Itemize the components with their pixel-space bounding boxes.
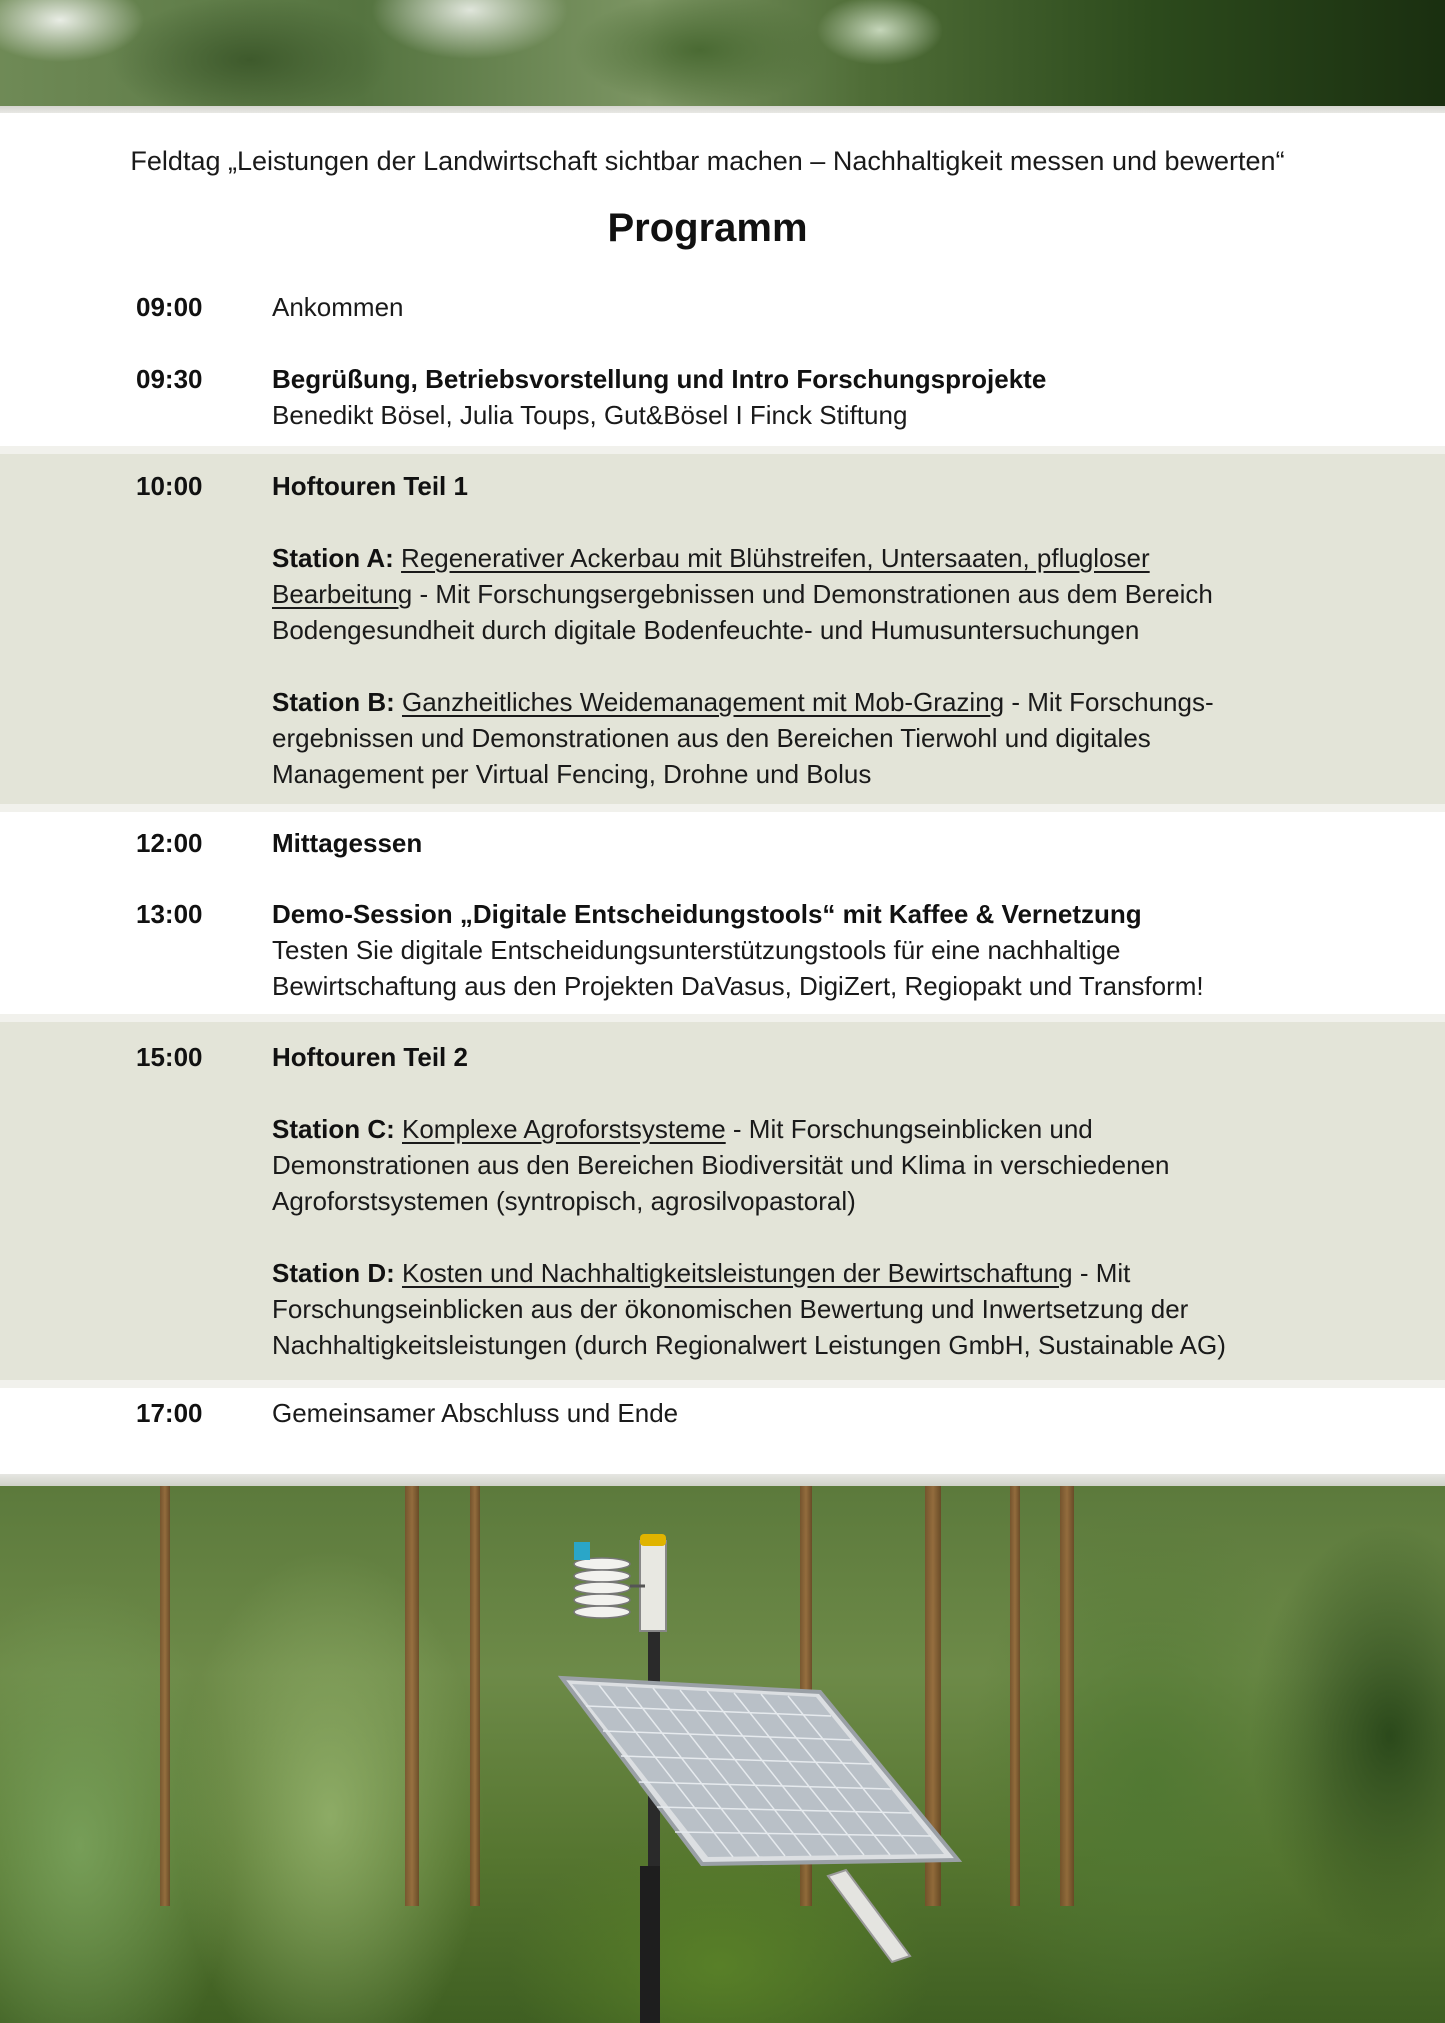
station-label: Station C:: [272, 1114, 395, 1144]
station-b: [272, 684, 1272, 792]
station-text: - Mit Forschungs-ergebnissen und Demonstrationen aus den Bereichen Tierwohl und digitales Management per Virtual Fencing, Drohne und Bolus: [272, 687, 1214, 789]
program-title: Hoftouren Teil 1: [272, 471, 468, 501]
program-content: [272, 896, 1272, 1004]
band-edge: [0, 446, 1445, 454]
station-text: - Mit Forschungseinblicken aus der ökonomischen Bewertung und Inwertsetzung der Nachhaltigkeitsleistungen (durch Regionalwert Leistungen GmbH, Sustainable AG): [272, 1258, 1226, 1360]
station-text: - Mit Forschungsergebnissen und Demonstrationen aus dem Bereich Bodengesundheit durch digitale Bodenfeuchte- und Humusuntersuchungen: [272, 579, 1213, 645]
program-time: 17:00: [136, 1398, 203, 1428]
program-content: [272, 361, 1272, 433]
band-edge: [0, 804, 1445, 812]
band-edge: [0, 1380, 1445, 1388]
program-title: Ankommen: [272, 292, 404, 322]
program-time: 09:00: [136, 292, 203, 322]
band-edge: [0, 1014, 1445, 1022]
header-photo-border: [0, 106, 1445, 113]
program-title: Hoftouren Teil 2: [272, 1042, 468, 1072]
footer-solar-sensor-photo: [0, 1486, 1445, 2023]
header-forest-photo: [0, 0, 1445, 106]
station-label: Station D:: [272, 1258, 395, 1288]
footer-photo-border: [0, 1474, 1445, 1486]
program-title: Mittagessen: [272, 828, 423, 858]
program-detail: Benedikt Bösel, Julia Toups, Gut&Bösel I Finck Stiftung: [272, 400, 908, 430]
program-title: Gemeinsamer Abschluss und Ende: [272, 1398, 679, 1428]
station-a-link[interactable]: Regenerativer Ackerbau mit Blühstreifen, Untersaaten, pflugloser Bearbeitung: [272, 543, 1150, 609]
program-time: 13:00: [136, 899, 203, 929]
program-time: 09:30: [136, 364, 203, 394]
station-b-link[interactable]: Ganzheitliches Weidemanagement mit Mob-Grazing: [402, 687, 1005, 717]
station-d: [272, 1255, 1272, 1363]
station-c: [272, 1111, 1272, 1219]
program-content: [272, 1039, 1272, 1363]
program-content: [272, 468, 1272, 792]
solar-sensor-illustration: [0, 1486, 1445, 2023]
page-title: Programm: [607, 206, 808, 250]
program-time: 10:00: [136, 471, 203, 501]
station-label: Station A:: [272, 543, 394, 573]
station-a: [272, 540, 1272, 648]
program-time: 15:00: [136, 1042, 203, 1072]
station-label: Station B:: [272, 687, 395, 717]
event-subtitle: Feldtag „Leistungen der Landwirtschaft sichtbar machen – Nachhaltigkeit messen und bewerten“: [130, 146, 1285, 176]
station-c-link[interactable]: Komplexe Agroforstsysteme: [402, 1114, 726, 1144]
station-text: - Mit Forschungseinblicken und Demonstrationen aus den Bereichen Biodiversität und Klima in verschiedenen Agroforstsystemen (syntropisch, agrosilvopastoral): [272, 1114, 1170, 1216]
station-d-link[interactable]: Kosten und Nachhaltigkeitsleistungen der Bewirtschaftung: [402, 1258, 1073, 1288]
program-time: 12:00: [136, 828, 203, 858]
program-title: Begrüßung, Betriebsvorstellung und Intro Forschungsprojekte: [272, 364, 1047, 394]
program-title: Demo-Session „Digitale Entscheidungstools“ mit Kaffee & Vernetzung: [272, 899, 1142, 929]
program-detail: Testen Sie digitale Entscheidungsunterstützungstools für eine nachhaltige Bewirtschaftung aus den Projekten DaVasus, DigiZert, Regiopakt und Transform!: [272, 935, 1204, 1001]
